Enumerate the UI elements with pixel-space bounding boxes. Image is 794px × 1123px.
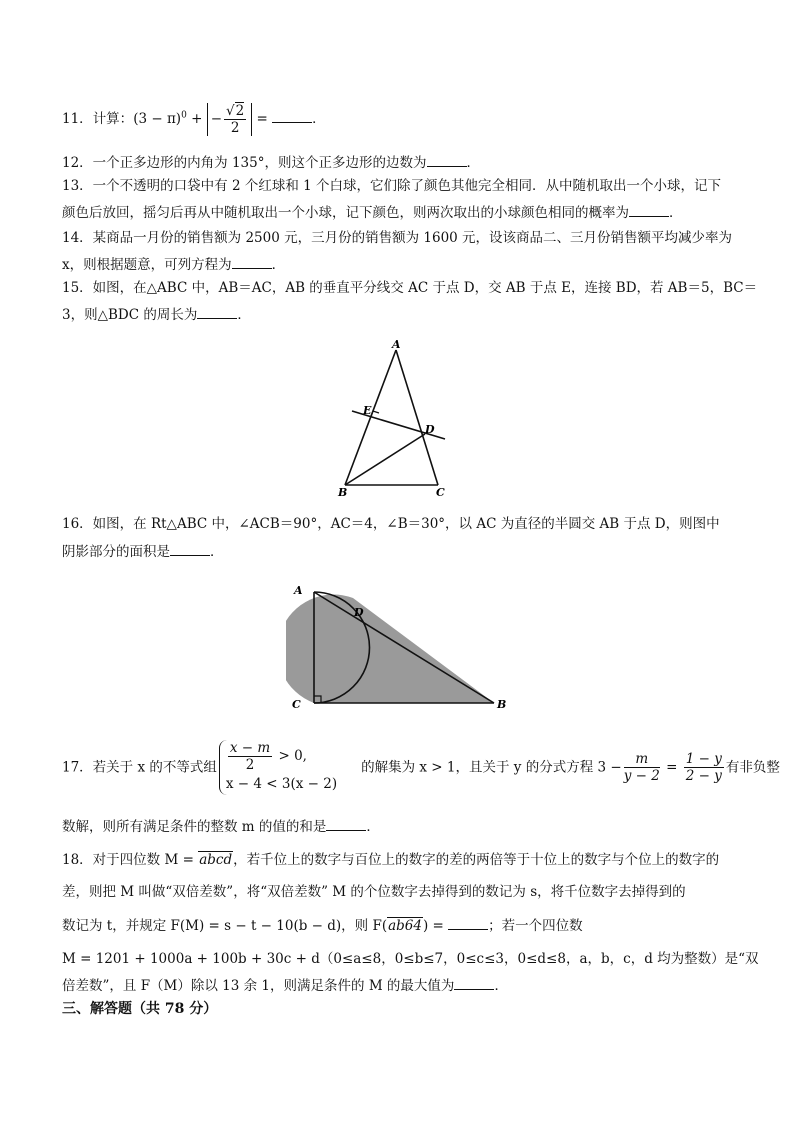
label-d: D bbox=[354, 606, 364, 619]
section-heading: 三、解答题（共 78 分） bbox=[62, 1001, 218, 1017]
question-15-cont: 3，则△BDC 的周长为 ． bbox=[62, 304, 251, 324]
label-a: A bbox=[392, 338, 401, 351]
right-angle-mark bbox=[371, 411, 379, 417]
question-12: 12．一个正多边形的内角为 135°，则这个正多边形的边数为 ． bbox=[62, 152, 480, 172]
segment-bd bbox=[345, 434, 425, 485]
figure-q16-semicircle bbox=[286, 580, 516, 715]
question-16-cont: 阴影部分的面积是 ． bbox=[62, 541, 224, 561]
question-13-cont: 颜色后放回，摇匀后再从中随机取出一个小球，记下颜色，则两次取出的小球颜色相同的概率为 ． bbox=[62, 202, 683, 222]
question-18-line2: 差，则把 M 叫做“双倍差数”，将“双倍差数” M 的个位数字去掉得到的数记为 s，将千位数字去掉得到的 bbox=[62, 884, 686, 900]
label-e: E bbox=[363, 404, 372, 417]
question-18-line3: 数记为 t，并规定 F(M) = s − t − 10(b − d)，则 F(ab64) = ；若一个四位数 bbox=[62, 915, 583, 935]
inequality-system: $\frac{x - m}{2}$ > 0, x − 4 < 3(x − 2) bbox=[219, 740, 337, 795]
question-18-line4: M = 1201 + 1000a + 100b + 30c + d（0≤a≤8，0≤b≤7，0≤c≤3，0≤d≤8，a，b，c，d 均为整数）是“双 bbox=[62, 951, 759, 967]
segment-ab bbox=[345, 350, 396, 485]
question-11: 11．计算：$(3 - \pi)^0$ + − $\frac{√2}{2}$ = ． bbox=[62, 103, 326, 136]
question-14: 14．某商品一月份的销售额为 2500 元，三月份的销售额为 1600 元，设该商品二、三月份销售额平均减少率为 bbox=[62, 230, 733, 246]
label-b: B bbox=[497, 698, 507, 711]
question-18-line5: 倍差数”，且 F（M）除以 13 余 1，则满足条件的 M 的最大值为 ． bbox=[62, 975, 508, 995]
shaded-region bbox=[286, 595, 494, 703]
question-13: 13．一个不透明的口袋中有 2 个红球和 1 个白球，它们除了颜色其他完全相同．从中随机取出一个小球，记下 bbox=[62, 178, 722, 194]
answer-blank[interactable] bbox=[326, 816, 366, 831]
answer-blank[interactable] bbox=[197, 304, 237, 319]
answer-blank[interactable] bbox=[232, 254, 272, 269]
question-15: 15．如图，在△ABC 中，AB＝AC，AB 的垂直平分线交 AC 于点 D，交 AB 于点 E，连接 BD，若 AB＝5，BC＝ bbox=[62, 280, 758, 296]
question-17-cont: 数解，则所有满足条件的整数 m 的值的和是 ． bbox=[62, 816, 380, 836]
answer-blank[interactable] bbox=[448, 915, 488, 930]
segment-ac bbox=[396, 350, 438, 485]
answer-blank[interactable] bbox=[454, 975, 494, 990]
question-18: 18．对于四位数 M = abcd，若千位上的数字与百位上的数字的差的两倍等于十位上的数字与个位上的数字的 bbox=[62, 852, 720, 868]
label-d: D bbox=[425, 423, 435, 436]
answer-blank[interactable] bbox=[629, 202, 669, 217]
answer-blank[interactable] bbox=[170, 541, 210, 556]
absolute-value: − $\frac{√2}{2}$ bbox=[207, 103, 253, 136]
question-14-cont: x，则根据题意，可列方程为 ． bbox=[62, 254, 285, 274]
label-c: C bbox=[292, 698, 301, 711]
label-a: A bbox=[294, 584, 303, 597]
question-16: 16．如图，在 Rt△ABC 中，∠ACB＝90°，AC＝4，∠B＝30°，以 AC 为直径的半圆交 AB 于点 D，则图中 bbox=[62, 516, 720, 532]
answer-blank[interactable] bbox=[272, 108, 312, 123]
label-b: B bbox=[338, 486, 348, 499]
figure-q15-triangle bbox=[330, 338, 460, 500]
answer-blank[interactable] bbox=[427, 152, 467, 167]
question-17: 17．若关于 x 的不等式组 $\frac{x - m}{2}$ > 0, x − 4 < 3(x − 2) 的解集为 x > 1，且关于 y 的分式方程 3 − $\frac{m}{y - 2}$ = $\frac{1 - y}{2 - y}$ 有非负整 bbox=[62, 740, 780, 795]
label-c: C bbox=[436, 486, 445, 499]
